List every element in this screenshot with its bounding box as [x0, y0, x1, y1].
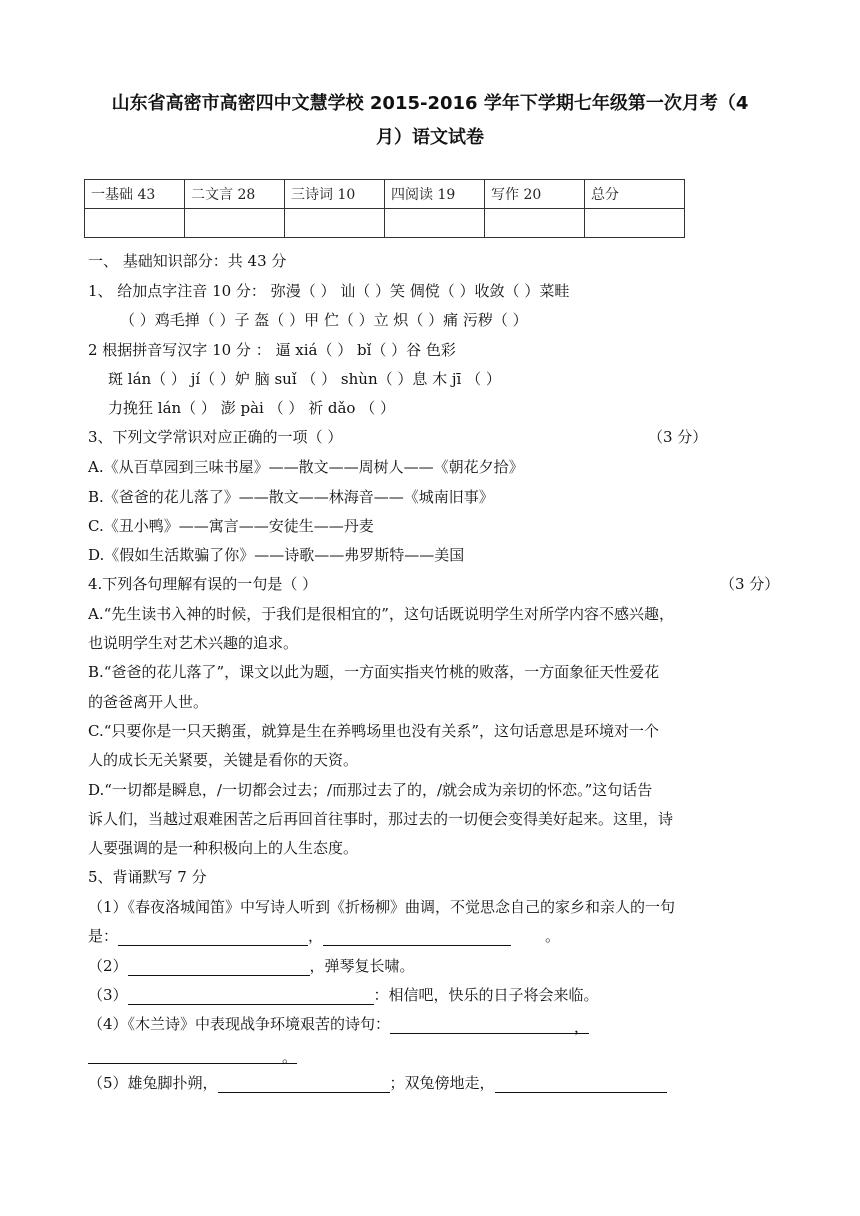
q5-item2-suffix: ，弹琴复长啸。	[309, 957, 415, 975]
q3-stem: 3、下列文学常识对应正确的一项（ ）	[88, 428, 343, 446]
q5-item3	[88, 985, 599, 1005]
q2-line2: 斑 lán（ ） jí（ ）妒 脑 suǐ （ ） shùn（ ）息 木 jī （ ）	[108, 370, 501, 388]
q5-item2	[88, 956, 415, 976]
q4-option-b-line2: 的爸爸离开人世。	[88, 693, 209, 711]
q3-option-a: A.《从百草园到三味书屋》——散文——周树人——《朝花夕拾》	[88, 458, 524, 476]
q5-item1-line1: （1）《春夜洛城闻笛》中写诗人听到《折杨柳》曲调，不觉思念自己的家乡和亲人的一句	[88, 898, 676, 916]
score-header-poetry: 三诗词 10	[285, 180, 385, 209]
answer-blank[interactable]	[128, 959, 310, 976]
q3-option-d: D.《假如生活欺骗了你》——诗歌——弗罗斯特——美国	[88, 546, 465, 564]
q4-option-d-line2: 诉人们，当越过艰难困苦之后再回首往事时，那过去的一切便会变得美好起来。这里，诗	[88, 810, 674, 828]
q4-points: （3 分）	[720, 575, 780, 593]
score-table-blank-row	[85, 209, 685, 238]
q4-option-c-line1: C.“只要你是一只天鹅蛋，就算是生在养鸭场里也没有关系”，这句话意思是环境对一个	[88, 722, 660, 740]
score-cell[interactable]	[85, 209, 185, 238]
q4-option-a-line1: A.“先生读书入神的时候，于我们是很相宜的”，这句话既说明学生对所学内容不感兴趣，	[88, 605, 674, 623]
q4-option-b-line1: B.“爸爸的花儿落了”，课文以此为题，一方面实指夹竹桃的败落，一方面象征天性爱花	[88, 663, 660, 681]
q2-line3: 力挽狂 lán（ ） 澎 pài （ ） 祈 dǎo （ ）	[108, 399, 396, 417]
q5-item4-prefix: （4）《木兰诗》中表现战争环境艰苦的诗句：	[88, 1015, 391, 1033]
section1-heading: 一、 基础知识部分：共 43 分	[88, 252, 287, 270]
q5-item5-prefix: （5）雄兔脚扑朔，	[88, 1074, 218, 1092]
score-table-header-row	[85, 180, 685, 209]
q5-item4-end: 。	[282, 1048, 298, 1066]
score-cell[interactable]	[585, 209, 685, 238]
exam-title-line1: 山东省高密市高密四中文慧学校 2015-2016 学年下学期七年级第一次月考（4	[111, 93, 749, 114]
score-header-reading: 四阅读 19	[385, 180, 485, 209]
q4-option-a-line2: 也说明学生对艺术兴趣的追求。	[88, 634, 299, 652]
q5-item4-line2	[88, 1044, 297, 1064]
score-header-writing: 写作 20	[485, 180, 585, 209]
q5-item1-comma: ，	[308, 927, 324, 945]
score-cell[interactable]	[385, 209, 485, 238]
q3-option-b: B.《爸爸的花儿落了》——散文——林海音——《城南旧事》	[88, 488, 494, 506]
answer-blank[interactable]	[218, 1076, 390, 1093]
q5-item4-comma: ，	[574, 1018, 590, 1036]
q5-item3-suffix: ：相信吧，快乐的日子将会来临。	[373, 986, 599, 1004]
answer-blank[interactable]	[118, 929, 308, 946]
answer-blank[interactable]	[390, 1017, 574, 1034]
score-cell[interactable]	[485, 209, 585, 238]
q3-points: （3 分）	[648, 428, 708, 446]
q5-item1-line2	[88, 926, 560, 946]
answer-blank[interactable]	[88, 1047, 282, 1064]
q4-option-d-line3: 人要强调的是一种积极向上的人生态度。	[88, 839, 359, 857]
q5-item1-end: 。	[545, 927, 561, 945]
q4-stem: 4.下列各句理解有误的一句是（ ）	[88, 575, 318, 593]
q5-item1-prefix: 是：	[88, 927, 119, 945]
score-header-total: 总分	[585, 180, 685, 209]
score-table	[84, 179, 685, 238]
q5-item5-mid: ；双兔傍地走，	[389, 1074, 495, 1092]
score-cell[interactable]	[185, 209, 285, 238]
answer-blank[interactable]	[128, 988, 374, 1005]
answer-blank[interactable]	[323, 929, 511, 946]
answer-blank[interactable]	[495, 1076, 667, 1093]
score-cell[interactable]	[285, 209, 385, 238]
score-header-classical: 二文言 28	[185, 180, 285, 209]
exam-title-line2: 月）语文试卷	[376, 127, 484, 148]
q3-option-c: C.《丑小鸭》——寓言——安徒生——丹麦	[88, 517, 374, 535]
q5-item2-prefix: （2）	[88, 957, 128, 975]
q1-line1: 1、 给加点字注音 10 分： 弥漫（ ） 讪（ ）笑 倜傥（ ）收敛（ ）菜畦	[88, 282, 570, 300]
q1-line2: （ ）鸡毛掸（ ）子 盔（ ）甲 伫（ ）立 炽（ ）痛 污秽（ ）	[120, 311, 528, 329]
q5-item5	[88, 1073, 667, 1093]
score-header-basics: 一基础 43	[85, 180, 185, 209]
q5-item4-line1	[88, 1014, 589, 1034]
q4-option-c-line2: 人的成长无关紧要，关键是看你的天资。	[88, 751, 359, 769]
q5-item3-prefix: （3）	[88, 986, 128, 1004]
q4-option-d-line1: D.“一切都是瞬息，/一切都会过去；/而那过去了的，/就会成为亲切的怀恋。”这句话告	[88, 781, 653, 799]
q2-line1: 2 根据拼音写汉字 10 分 ： 逼 xiá（ ） bǐ（ ）谷 色彩	[88, 341, 456, 359]
q5-heading: 5、背诵默写 7 分	[88, 868, 207, 886]
